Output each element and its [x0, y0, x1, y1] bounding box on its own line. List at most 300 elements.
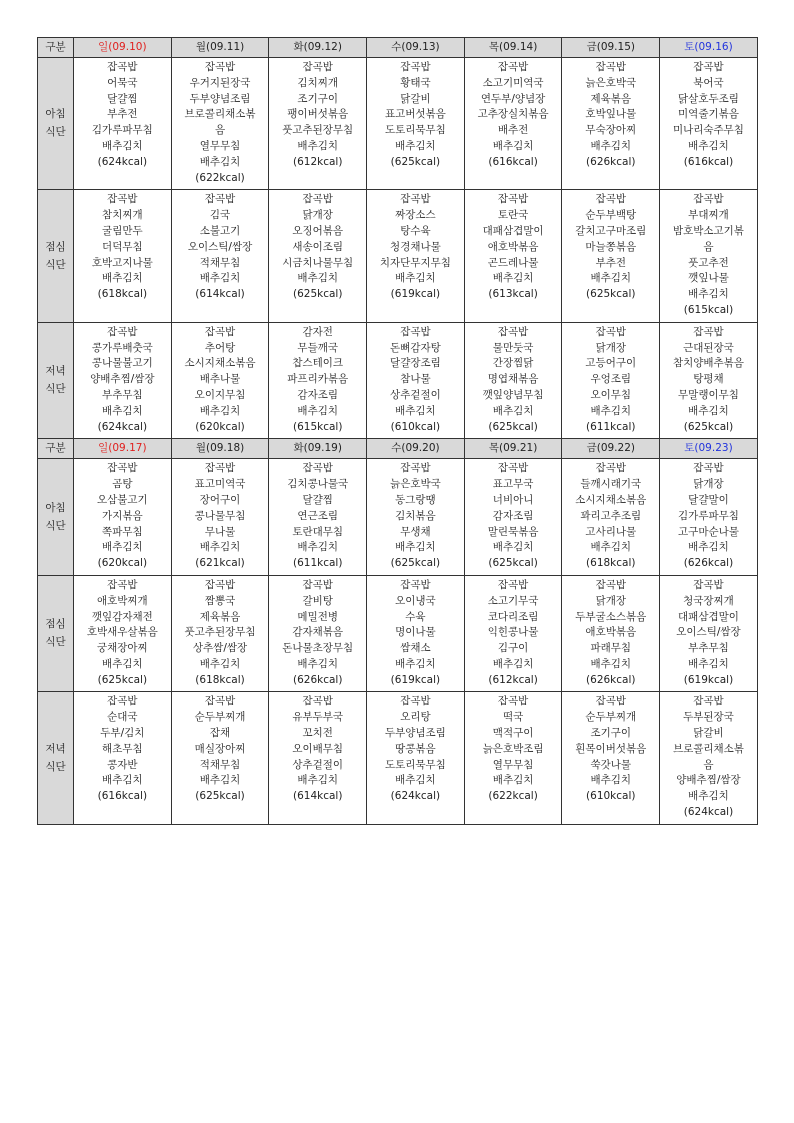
menu-item: 땅콩볶음 — [395, 742, 436, 755]
menu-item: 잡곡밥 — [204, 61, 236, 73]
meal-label-line: 아침 — [45, 501, 66, 514]
menu-item: 오이냉국 — [395, 594, 436, 607]
menu-item: 파래무침 — [590, 642, 632, 655]
menu-item: 연두부/양념장 — [480, 92, 546, 105]
menu-item: 배추김치 — [297, 272, 338, 285]
menu-item: 달걀찜 — [302, 493, 333, 506]
menu-item: 상추겉절이 — [390, 388, 441, 401]
menu-item: 갈비탕 — [302, 594, 333, 607]
menu-item: 꽈리고추조림 — [580, 509, 642, 522]
menu-item: 김치콩나물국 — [287, 478, 349, 491]
menu-item: 늙은호박조림 — [482, 742, 544, 755]
menu-item: 돈나물초장무침 — [282, 642, 354, 655]
day-header: 일(09.17) — [74, 439, 172, 459]
calorie-value: (616kcal) — [683, 155, 734, 168]
meal-label-line: 식단 — [45, 519, 66, 532]
menu-cell — [74, 575, 172, 692]
menu-item: 부추무침 — [102, 388, 143, 401]
menu-item: 배추김치 — [395, 404, 436, 417]
menu-item: 무말랭이무침 — [678, 388, 739, 401]
menu-item: 닭갈비 — [400, 92, 431, 105]
menu-item: 김치찌개 — [297, 76, 338, 89]
menu-item: 소불고기 — [199, 224, 241, 237]
menu-item: 물만둣국 — [492, 341, 534, 354]
calorie-value: (626kcal) — [683, 557, 734, 570]
calorie-value: (618kcal) — [97, 288, 148, 301]
menu-item: 참치찌개 — [102, 209, 143, 222]
menu-item: 곤드레나물 — [487, 256, 539, 269]
menu-item: 해초무침 — [102, 742, 143, 755]
menu-item: 배추김치 — [590, 541, 632, 554]
menu-item: 배추김치 — [395, 139, 436, 152]
category-header: 구분 — [38, 38, 74, 58]
menu-item: 오이지무침 — [194, 388, 246, 401]
menu-item: 찹스테이크 — [292, 357, 344, 370]
menu-item: 잡곡밥 — [497, 578, 529, 591]
menu-item: 깻잎나물 — [688, 272, 729, 285]
menu-item: 더덕무침 — [102, 240, 143, 253]
calorie-value: (611kcal) — [586, 420, 636, 433]
calorie-value: (622kcal) — [488, 790, 538, 803]
menu-item: 콩가루배춧국 — [91, 341, 153, 354]
menu-item: 감자전 — [302, 325, 333, 338]
menu-item: 밤호박소고기볶 — [672, 224, 744, 237]
meal-label — [38, 322, 74, 439]
menu-item: 토란대무침 — [292, 525, 344, 538]
menu-cell — [464, 459, 562, 576]
menu-item: 배추김치 — [199, 774, 241, 787]
menu-item: 소시지채소볶음 — [184, 357, 256, 370]
calorie-value: (610kcal) — [390, 420, 441, 433]
menu-item: 음 — [214, 124, 226, 137]
menu-item: 맥적구이 — [492, 727, 534, 740]
menu-item: 닭개장 — [595, 341, 626, 354]
meal-label — [38, 459, 74, 576]
menu-cell — [562, 190, 660, 322]
day-header: 토(09.23) — [660, 439, 758, 459]
menu-item: 고등어구이 — [585, 357, 637, 370]
menu-item: 두부굴소스볶음 — [575, 610, 647, 623]
meal-label-line: 점심 — [45, 618, 66, 631]
menu-cell — [464, 575, 562, 692]
menu-item: 배추김치 — [102, 272, 143, 285]
menu-item: 대패삼겹말이 — [678, 610, 739, 623]
menu-cell — [74, 692, 172, 824]
menu-item: 잡곡밥 — [302, 193, 333, 206]
menu-item: 무들깨국 — [297, 341, 338, 354]
menu-item: 브로콜리채소볶 — [184, 108, 256, 121]
calorie-value: (621kcal) — [195, 557, 245, 570]
meal-label-line: 저녁 — [45, 365, 66, 378]
week-header-row — [38, 38, 758, 58]
menu-cell — [367, 692, 465, 824]
menu-item: 잡곡밥 — [400, 695, 431, 708]
menu-item: 김구이 — [497, 642, 529, 655]
menu-cell — [171, 190, 269, 322]
calorie-value: (625kcal) — [97, 673, 148, 686]
menu-item: 적채무침 — [199, 758, 241, 771]
day-header: 수(09.20) — [367, 439, 465, 459]
menu-item: 배추김치 — [102, 139, 143, 152]
menu-item: 김가루파무침 — [678, 509, 739, 522]
calorie-value: (614kcal) — [292, 790, 343, 803]
menu-cell — [74, 190, 172, 322]
menu-cell — [562, 58, 660, 190]
menu-item: 가지볶음 — [102, 509, 143, 522]
day-header: 수(09.13) — [367, 38, 465, 58]
meal-label — [38, 58, 74, 190]
menu-item: 배추김치 — [492, 774, 534, 787]
menu-cell — [269, 322, 367, 439]
menu-item: 궁채장아찌 — [96, 642, 148, 655]
menu-item: 들깨시래기국 — [580, 478, 642, 491]
menu-item: 잡곡밥 — [400, 325, 431, 338]
menu-item: 파프리카볶음 — [287, 373, 349, 386]
menu-item: 배추김치 — [102, 657, 143, 670]
menu-item: 마늘쫑볶음 — [585, 240, 637, 253]
menu-item: 소고기무국 — [487, 594, 539, 607]
week-header-row — [38, 439, 758, 459]
calorie-value: (612kcal) — [292, 155, 343, 168]
menu-cell — [171, 692, 269, 824]
menu-item: 배추김치 — [492, 404, 534, 417]
menu-item: 무생채 — [400, 525, 431, 538]
menu-item: 닭갈비 — [693, 727, 724, 740]
menu-item: 잡곡밥 — [497, 462, 529, 475]
menu-item: 열무무침 — [492, 758, 534, 771]
menu-item: 동그랑땡 — [395, 493, 436, 506]
menu-item: 배추김치 — [297, 541, 338, 554]
menu-item: 풋고추된장무침 — [282, 124, 354, 137]
menu-item: 닭살호두조림 — [678, 92, 739, 105]
calorie-value: (619kcal) — [390, 673, 441, 686]
menu-item: 애호박볶음 — [487, 240, 539, 253]
menu-cell — [464, 322, 562, 439]
menu-item: 추어탕 — [204, 341, 236, 354]
menu-item: 배추김치 — [492, 272, 534, 285]
menu-item: 간장찜닭 — [492, 357, 534, 370]
menu-item: 잡곡밥 — [693, 193, 724, 206]
menu-item: 늙은호박국 — [390, 478, 441, 491]
menu-cell — [367, 575, 465, 692]
day-header: 토(09.16) — [660, 38, 758, 58]
menu-item: 곰탕 — [112, 478, 133, 491]
menu-cell — [562, 322, 660, 439]
menu-item: 감자조림 — [492, 509, 534, 522]
menu-item: 오삼불고기 — [96, 493, 148, 506]
calorie-value: (614kcal) — [195, 288, 245, 301]
menu-item: 익힌콩나물 — [487, 626, 539, 639]
menu-item: 잡곡밥 — [497, 325, 529, 338]
menu-item: 말린묵볶음 — [487, 525, 539, 538]
calorie-value: (619kcal) — [683, 673, 734, 686]
menu-item: 도토리묵무침 — [384, 758, 446, 771]
day-header: 금(09.22) — [562, 439, 660, 459]
menu-item: 부대찌개 — [688, 209, 729, 222]
menu-item: 배추김치 — [199, 155, 241, 168]
menu-cell — [269, 459, 367, 576]
calorie-value: (626kcal) — [586, 673, 636, 686]
menu-item: 유부두부국 — [292, 711, 344, 724]
menu-item: 배추김치 — [395, 272, 436, 285]
menu-item: 부추전 — [107, 108, 138, 121]
meal-label-line: 점심 — [45, 240, 66, 253]
menu-item: 고추장실치볶음 — [477, 108, 549, 121]
menu-cell — [367, 322, 465, 439]
menu-cell — [660, 692, 758, 824]
menu-item: 콩나물무침 — [194, 509, 246, 522]
menu-item: 배추김치 — [688, 288, 729, 301]
day-header: 월(09.11) — [171, 38, 269, 58]
menu-item: 배추김치 — [590, 657, 632, 670]
menu-item: 잡곡밥 — [693, 578, 724, 591]
menu-item: 두부된장국 — [683, 711, 734, 724]
calorie-value: (624kcal) — [390, 790, 441, 803]
calorie-value: (625kcal) — [488, 420, 538, 433]
meal-label-line: 식단 — [45, 760, 66, 773]
menu-item: 잡곡밥 — [497, 193, 529, 206]
calorie-value: (622kcal) — [195, 171, 245, 184]
weekly-menu-table — [37, 37, 758, 825]
menu-cell — [74, 322, 172, 439]
menu-item: 두부양념조림 — [189, 92, 251, 105]
menu-item: 잡곡밥 — [400, 61, 431, 73]
menu-item: 잡곡밥 — [107, 695, 138, 708]
menu-cell — [269, 575, 367, 692]
menu-item: 오이스틱/쌈장 — [187, 240, 253, 253]
calorie-value: (610kcal) — [586, 790, 636, 803]
menu-item: 배추김치 — [688, 657, 729, 670]
menu-item: 도토리묵무침 — [384, 124, 446, 137]
menu-item: 배추김치 — [297, 774, 338, 787]
menu-item: 잡곡밥 — [693, 462, 724, 475]
menu-item: 잡곡밥 — [107, 462, 138, 475]
menu-item: 배추김치 — [199, 404, 241, 417]
meal-row — [38, 575, 758, 692]
menu-item: 열무무침 — [199, 139, 241, 152]
menu-item: 제육볶음 — [199, 610, 241, 623]
meal-label-line: 식단 — [45, 258, 66, 271]
menu-cell — [171, 575, 269, 692]
menu-item: 콩자반 — [107, 758, 138, 771]
menu-cell — [464, 58, 562, 190]
calorie-value: (626kcal) — [586, 155, 636, 168]
calorie-value: (618kcal) — [586, 557, 636, 570]
menu-item: 황태국 — [400, 76, 431, 89]
meal-row — [38, 58, 758, 190]
calorie-value: (625kcal) — [390, 155, 441, 168]
menu-item: 우거지된장국 — [189, 76, 251, 89]
menu-item: 배추전 — [497, 124, 529, 137]
menu-item: 오징어볶음 — [292, 224, 344, 237]
calorie-value: (611kcal) — [292, 557, 343, 570]
menu-item: 잡곡밥 — [693, 61, 724, 73]
menu-item: 깻잎양념무침 — [482, 388, 544, 401]
day-header: 화(09.12) — [269, 38, 367, 58]
menu-item: 떡국 — [502, 711, 524, 724]
menu-cell — [269, 190, 367, 322]
menu-item: 부추무침 — [688, 642, 729, 655]
menu-item: 배추김치 — [688, 404, 729, 417]
menu-item: 배추김치 — [395, 541, 436, 554]
calorie-value: (620kcal) — [97, 557, 148, 570]
menu-item: 닭개장 — [302, 209, 333, 222]
menu-item: 배추김치 — [590, 139, 632, 152]
menu-item: 잡곡밥 — [204, 462, 236, 475]
menu-item: 표고무국 — [492, 478, 534, 491]
menu-item: 배추김치 — [492, 657, 534, 670]
calorie-value: (625kcal) — [292, 288, 343, 301]
menu-item: 배추김치 — [297, 657, 338, 670]
menu-item: 배추김치 — [492, 139, 534, 152]
menu-item: 잡곡밥 — [107, 61, 138, 73]
menu-item: 잡곡밥 — [595, 695, 626, 708]
calorie-value: (612kcal) — [488, 673, 538, 686]
calorie-value: (618kcal) — [195, 673, 245, 686]
menu-item: 근대된장국 — [683, 341, 734, 354]
menu-item: 두부양념조림 — [384, 727, 446, 740]
menu-item: 양배추찜/쌈장 — [676, 774, 741, 787]
menu-cell — [464, 692, 562, 824]
meal-label — [38, 575, 74, 692]
menu-item: 배추김치 — [688, 139, 729, 152]
menu-item: 풋고추된장무침 — [184, 626, 256, 639]
menu-item: 배추김치 — [688, 790, 729, 803]
menu-item: 짜장소스 — [395, 209, 436, 222]
menu-item: 깻잎감자채전 — [91, 610, 153, 623]
menu-item: 조기구이 — [297, 92, 338, 105]
menu-item: 감자채볶음 — [292, 626, 344, 639]
menu-item: 오이무침 — [590, 388, 632, 401]
menu-cell — [660, 190, 758, 322]
menu-item: 김치볶음 — [395, 509, 436, 522]
menu-item: 잡곡밥 — [107, 325, 138, 338]
menu-item: 어묵국 — [107, 76, 138, 89]
menu-cell — [171, 58, 269, 190]
menu-item: 배추김치 — [590, 272, 632, 285]
menu-item: 잡곡밥 — [595, 462, 626, 475]
menu-cell — [562, 575, 660, 692]
calorie-value: (625kcal) — [586, 288, 636, 301]
menu-item: 달걀장조림 — [390, 357, 441, 370]
menu-item: 상추쌈/쌈장 — [192, 642, 248, 655]
menu-item: 잡곡밥 — [204, 695, 236, 708]
menu-item: 배추김치 — [297, 404, 338, 417]
menu-item: 잡곡밥 — [693, 695, 724, 708]
calorie-value: (625kcal) — [683, 420, 734, 433]
calorie-value: (624kcal) — [97, 420, 148, 433]
menu-item: 브로콜리채소볶 — [672, 742, 744, 755]
category-header: 구분 — [38, 439, 74, 459]
meal-label-line: 저녁 — [45, 742, 66, 755]
day-header: 일(09.10) — [74, 38, 172, 58]
calorie-value: (613kcal) — [488, 288, 538, 301]
calorie-value: (619kcal) — [390, 288, 441, 301]
menu-item: 북어국 — [693, 76, 724, 89]
menu-item: 메밀전병 — [297, 610, 338, 623]
menu-item: 애호박볶음 — [585, 626, 637, 639]
calorie-value: (626kcal) — [292, 673, 343, 686]
menu-item: 쪽파무침 — [102, 525, 143, 538]
menu-item: 잡곡밥 — [595, 61, 626, 73]
menu-item: 청국장찌개 — [683, 594, 734, 607]
menu-item: 표고버섯볶음 — [384, 108, 446, 121]
menu-item: 순대국 — [107, 711, 138, 724]
menu-item: 풋고추전 — [688, 256, 729, 269]
menu-item: 적채무침 — [199, 256, 241, 269]
day-header: 목(09.21) — [464, 439, 562, 459]
meal-label-line: 식단 — [45, 126, 66, 139]
calorie-value: (615kcal) — [683, 303, 734, 316]
menu-item: 팽이버섯볶음 — [287, 108, 349, 121]
menu-item: 우엉조림 — [590, 373, 632, 386]
meal-label-line: 식단 — [45, 383, 66, 396]
calorie-value: (624kcal) — [683, 806, 734, 819]
menu-item: 미나리숙주무침 — [672, 124, 744, 137]
menu-item: 참나물 — [400, 373, 431, 386]
menu-item: 김국 — [209, 209, 231, 222]
menu-item: 잡곡밥 — [400, 578, 431, 591]
calorie-value: (616kcal) — [97, 790, 148, 803]
menu-cell — [74, 58, 172, 190]
menu-item: 잡곡밥 — [400, 193, 431, 206]
day-header: 월(09.18) — [171, 439, 269, 459]
menu-item: 시금치나물무침 — [282, 256, 354, 269]
menu-item: 오리탕 — [400, 711, 431, 724]
menu-cell — [269, 58, 367, 190]
menu-item: 늙은호박국 — [585, 76, 637, 89]
menu-item: 오이배무침 — [292, 742, 344, 755]
menu-cell — [367, 190, 465, 322]
meal-label-line: 식단 — [45, 636, 66, 649]
menu-cell — [171, 322, 269, 439]
menu-item: 명이나물 — [395, 626, 436, 639]
menu-item: 돈뼈감자탕 — [390, 341, 441, 354]
menu-item: 배추김치 — [492, 541, 534, 554]
menu-item: 배추김치 — [395, 774, 436, 787]
menu-item: 배추김치 — [590, 774, 632, 787]
menu-item: 대패삼겹말이 — [482, 224, 544, 237]
menu-item: 잡곡밥 — [107, 578, 138, 591]
menu-cell — [660, 459, 758, 576]
menu-item: 배추김치 — [199, 657, 241, 670]
menu-item: 소시지채소볶음 — [575, 493, 647, 506]
menu-item: 부추전 — [595, 256, 626, 269]
menu-item: 잡곡밥 — [204, 578, 236, 591]
menu-item: 배추김치 — [102, 541, 143, 554]
menu-item: 갈치고구마조림 — [575, 224, 647, 237]
menu-item: 두부/김치 — [100, 727, 145, 740]
menu-cell — [562, 692, 660, 824]
menu-item: 잡곡밥 — [302, 462, 333, 475]
menu-item: 수육 — [405, 610, 426, 623]
menu-item: 꼬치전 — [302, 727, 333, 740]
menu-item: 잡곡밥 — [204, 193, 236, 206]
menu-item: 배추김치 — [102, 404, 143, 417]
meal-label-line: 아침 — [45, 108, 66, 121]
menu-item: 잡곡밥 — [302, 695, 333, 708]
menu-item: 굴림만두 — [102, 224, 143, 237]
menu-item: 배추나물 — [199, 373, 241, 386]
menu-item: 배추김치 — [102, 774, 143, 787]
menu-item: 배추김치 — [590, 404, 632, 417]
menu-cell — [660, 575, 758, 692]
menu-cell — [171, 459, 269, 576]
menu-item: 호박잎나물 — [585, 108, 637, 121]
menu-item: 잡곡밥 — [107, 193, 138, 206]
meal-row — [38, 692, 758, 824]
menu-item: 오이스틱/쌈장 — [676, 626, 741, 639]
